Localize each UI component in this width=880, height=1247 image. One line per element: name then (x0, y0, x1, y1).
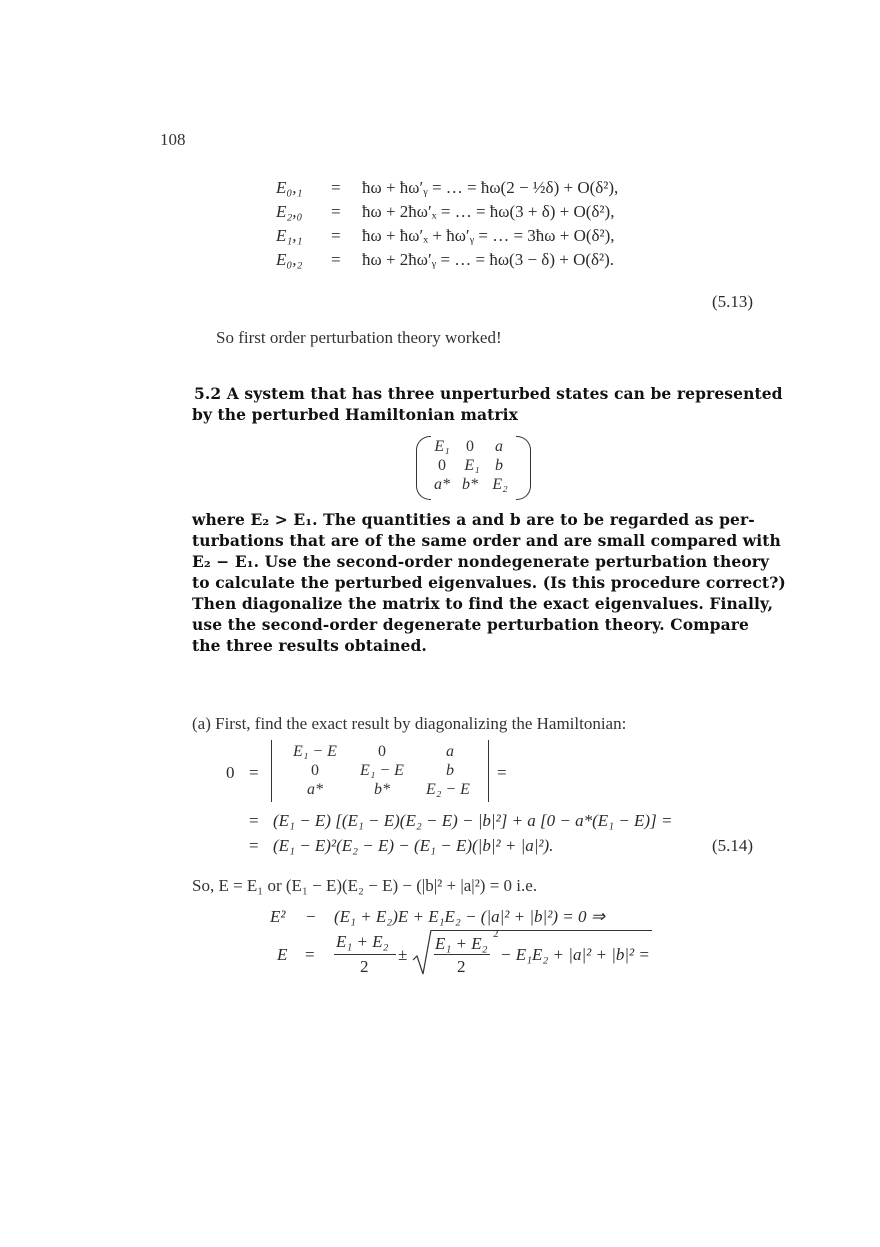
det-cell: b* (374, 781, 390, 798)
det-cell: 0 (378, 743, 386, 760)
matrix-cell: a (495, 438, 503, 455)
expand-equals: = (249, 811, 259, 830)
equation-number: (5.14) (712, 836, 754, 855)
eq-rhs: ħω + 2ħω′ₓ = … = ħω(3 + δ) + O(δ²), (362, 202, 615, 221)
det-lhs: 0 (226, 763, 235, 782)
problem-line: use the second-order degenerate perturbation theory. Compare (192, 615, 749, 634)
quad-rhs: (E₁ + E₂)E + E₁E₂ − (|a|² + |b|²) = 0 ⇒ (334, 907, 605, 926)
sqrt-rest: − E₁E₂ + |a|² + |b|² = (500, 945, 650, 964)
problem-line: E₂ − E₁. Use the second-order nondegenerate perturbation theory (192, 552, 770, 571)
expand-line: (E₁ − E)²(E₂ − E) − (E₁ − E)(|b|² + |a|²). (273, 836, 554, 855)
det-right-bar (488, 740, 489, 802)
sol-lhs: E (277, 945, 288, 964)
eq-lhs: E₀,₁ (276, 178, 303, 197)
eq-equals: = (331, 202, 341, 221)
plus-minus: ± (398, 945, 408, 964)
sqrt-denominator: 2 (457, 957, 466, 976)
eq-equals: = (331, 226, 341, 245)
eq-lhs: E₂,₀ (276, 202, 303, 221)
fraction-bar (334, 954, 396, 955)
problem-line: turbations that are of the same order and are small compared with (192, 531, 781, 550)
sqrt-sign-icon (411, 928, 433, 976)
eq-equals: = (331, 250, 341, 269)
fraction-bar (434, 954, 490, 955)
problem-line: 5.2 A system that has three unperturbed states can be represented (194, 384, 783, 403)
matrix-cell: a* (434, 476, 450, 493)
matrix-cell: 0 (438, 457, 446, 474)
det-cell: b (446, 762, 454, 779)
problem-line: to calculate the perturbed eigenvalues. (Is this procedure correct?) (192, 573, 786, 592)
frac-numerator: E₁ + E₂ (336, 932, 389, 951)
matrix-cell: 0 (466, 438, 474, 455)
sqrt-numerator: E₁ + E₂ (435, 934, 488, 953)
eq-lhs: E₁,₁ (276, 226, 303, 245)
eq-equals: = (331, 178, 341, 197)
det-cell: a (446, 743, 454, 760)
matrix-cell: E₂ (492, 476, 508, 493)
right-paren (516, 436, 531, 500)
det-left-bar (271, 740, 272, 802)
sol-equals: = (305, 945, 315, 964)
solution-intro: (a) First, find the exact result by diagonalizing the Hamiltonian: (192, 714, 627, 733)
quad-lhs: E² (270, 907, 286, 926)
eq-rhs: ħω + ħω′ₓ + ħω′ᵧ = … = 3ħω + O(δ²), (362, 226, 615, 245)
so-line: So, E = E₁ or (E₁ − E)(E₂ − E) − (|b|² + |a|²) = 0 i.e. (192, 876, 538, 895)
quad-op: − (306, 907, 316, 926)
matrix-cell: b (495, 457, 503, 474)
eq-rhs: ħω + ħω′ᵧ = … = ħω(2 − ½δ) + O(δ²), (362, 178, 619, 197)
expand-equals: = (249, 836, 259, 855)
det-cell: E₂ − E (426, 781, 470, 798)
page-number: 108 (160, 130, 186, 149)
matrix-cell: b* (462, 476, 478, 493)
det-equals-after: = (497, 763, 507, 782)
remark-text: So first order perturbation theory worked! (216, 328, 502, 347)
expand-line: (E₁ − E) [(E₁ − E)(E₂ − E) − |b|²] + a [0 − a*(E₁ − E)] = (273, 811, 673, 830)
det-equals: = (249, 763, 259, 782)
det-cell: E₁ − E (360, 762, 404, 779)
problem-line: where E₂ > E₁. The quantities a and b are to be regarded as per- (192, 510, 755, 529)
frac-denominator: 2 (360, 957, 369, 976)
problem-line: the three results obtained. (192, 636, 427, 655)
sqrt-overline (431, 930, 652, 931)
problem-line: by the perturbed Hamiltonian matrix (192, 405, 518, 424)
equation-number: (5.13) (712, 292, 754, 311)
det-cell: E₁ − E (293, 743, 337, 760)
matrix-cell: E₁ (464, 457, 480, 474)
eq-rhs: ħω + 2ħω′ᵧ = … = ħω(3 − δ) + O(δ²). (362, 250, 615, 269)
eq-lhs: E₀,₂ (276, 250, 303, 269)
det-cell: 0 (311, 762, 319, 779)
problem-line: Then diagonalize the matrix to find the exact eigenvalues. Finally, (192, 594, 774, 613)
sqrt-exponent: 2 (493, 928, 499, 940)
det-cell: a* (307, 781, 323, 798)
matrix-cell: E₁ (434, 438, 450, 455)
